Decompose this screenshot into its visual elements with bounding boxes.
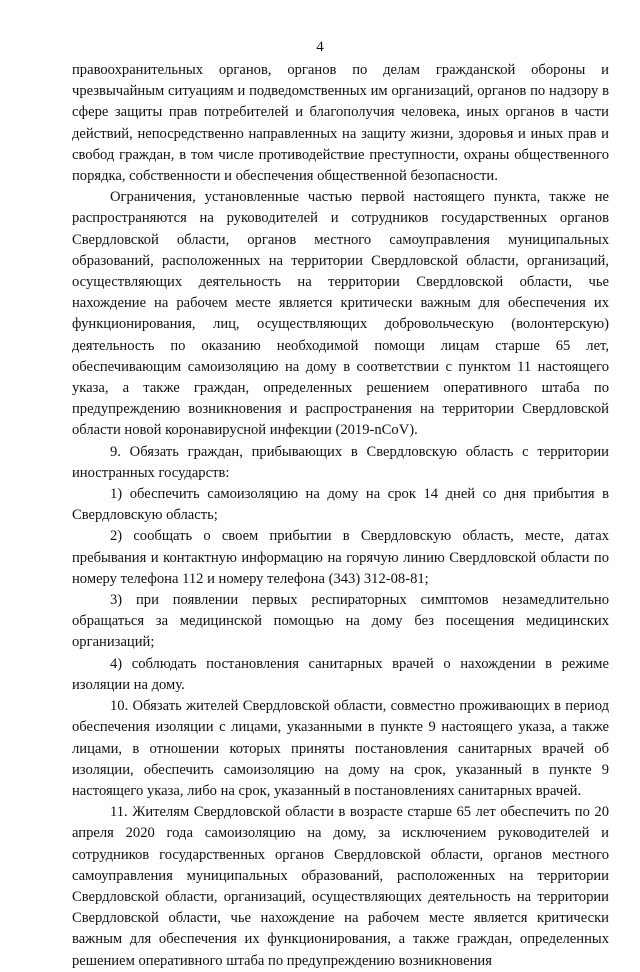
paragraph-item-9: 9. Обязать граждан, прибывающих в Свердловскую область с территории иностранных государств: (72, 443, 609, 481)
paragraph-restriction-exemptions: Ограничения, установленные частью первой настоящего пункта, также не распространяются на руководителей и сотрудников государственных органов Свердловской области, органов местного самоуправления муниципальных образований, расположенных на территории Свердловской области, организаций, осуществляющих деятельность на территории Свердловской области, чье нахождение на рабочем месте является критически важным для обеспечения их функционирования, лиц, осуществляющих добровольческую (волонтерскую) деятельность по оказанию необходимой помощи лицам старше 65 лет, обеспечивающим самоизоляцию на дому в соответствии с пунктом 11 настоящего указа, а также граждан, определенных решением оперативного штаба по предупреждению возникновения и распространения на территории Свердловской области новой коронавирусной инфекции (2019-nCoV). (72, 189, 609, 439)
page-number: 4 (316, 39, 324, 55)
paragraph-item-10: 10. Обязать жителей Свердловской области, совместно проживающих в период обеспечения изоляции с лицами, указанными в пункте 9 настоящего указа, а также лицами, в отношении которых приняты постановления санитарных врачей об изоляции, обеспечить самоизоляцию на дому на срок, указанный в пункте 9 настоящего указа, либо на срок, указанный в постановлениях санитарных врачей. (72, 698, 609, 799)
paragraph-item-11: 11. Жителям Свердловской области в возрасте старше 65 лет обеспечить по 20 апреля 2020 года самоизоляцию на дому, за исключением руководителей и сотрудников государственных органов Свердловской области, органов местного самоуправления муниципальных образований, расположенных на территории Свердловской области, организаций, осуществляющих деятельность на территории Свердловской области, чье нахождение на рабочем месте является критически важным для обеспечения их функционирования, а также граждан, определенных решением оперативного штаба по предупреждению возникновения (72, 804, 609, 969)
document-body (72, 60, 609, 972)
paragraph-item-9-3: 3) при появлении первых респираторных симптомов незамедлительно обращаться за медицинской помощью на дому без посещения медицинских организаций; (72, 592, 609, 651)
paragraph-law-enforcement-continuation: правоохранительных органов, органов по делам гражданской обороны и чрезвычайным ситуациям и подведомственных им организаций, органов по надзору в сфере защиты прав потребителей и благополучия человека, иных органов в части действий, непосредственно направленных на защиту жизни, здоровья и иных прав и свобод граждан, в том числе противодействие преступности, охраны общественного порядка, собственности и обеспечения общественной безопасности. (72, 62, 609, 185)
paragraph-item-9-4: 4) соблюдать постановления санитарных врачей о нахождении в режиме изоляции на дому. (72, 655, 609, 693)
paragraph-item-9-1: 1) обеспечить самоизоляцию на дому на срок 14 дней со дня прибытия в Свердловскую область; (72, 486, 609, 524)
paragraph-item-9-2: 2) сообщать о своем прибытии в Свердловскую область, месте, датах пребывания и контактную информацию на горячую линию Свердловской области по номеру телефона 112 и номеру телефона (343) 312-08-81; (72, 528, 609, 587)
